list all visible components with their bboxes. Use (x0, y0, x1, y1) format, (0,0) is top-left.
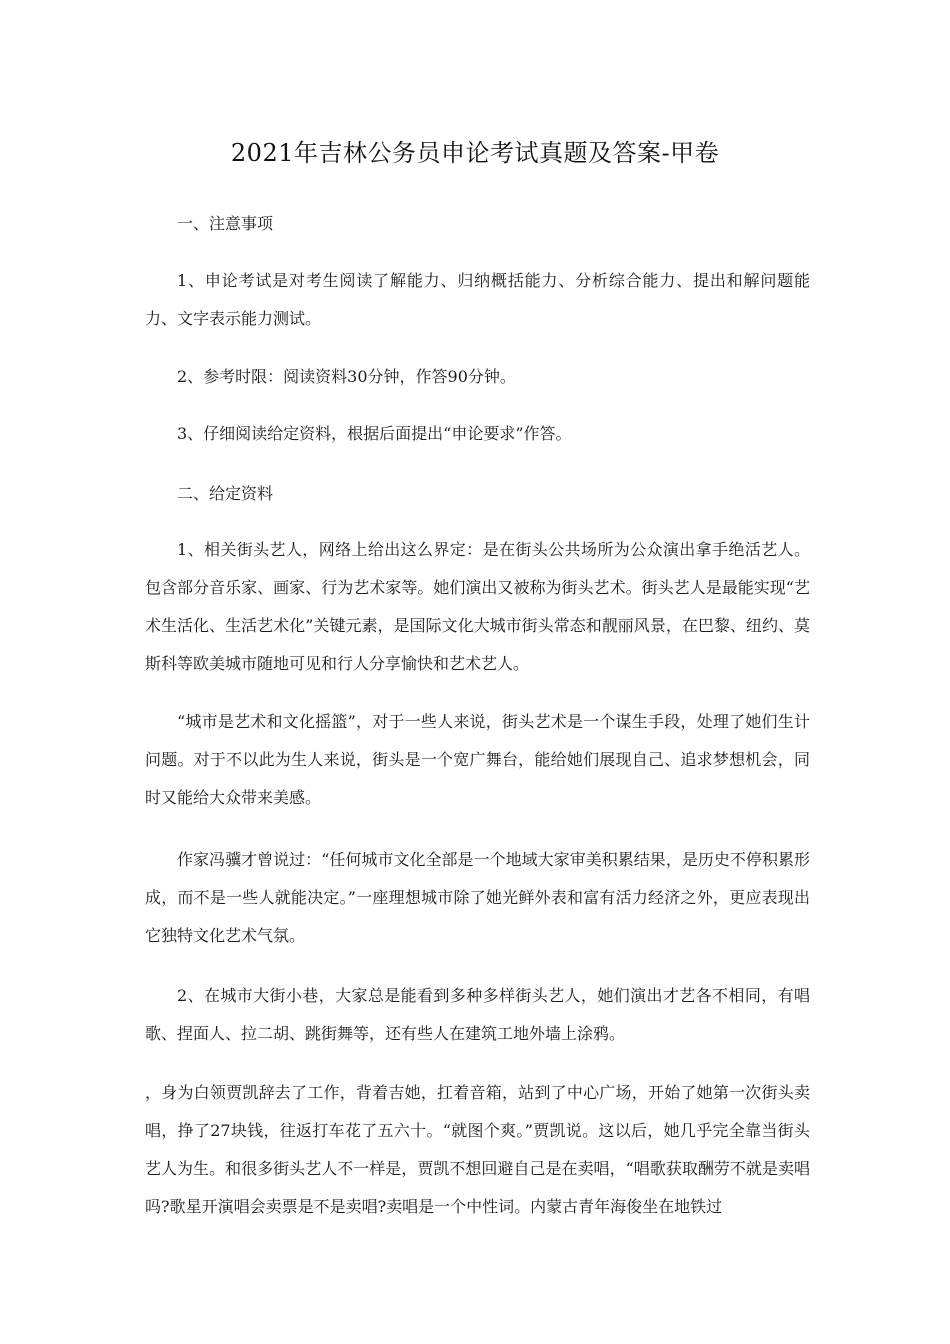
section-heading-notes: 一、注意事项 (177, 214, 274, 233)
material-paragraph-3: 作家冯骥才曾说过：“任何城市文化全部是一个地域大家审美积累结果，是历史不停积累形成，而不是一些人就能决定。”一座理想城市除了她光鲜外表和富有活力经济之外，更应表现出它独特文化艺术气氛。 (145, 850, 810, 945)
notes-item-1: 1、申论考试是对考生阅读了解能力、归纳概括能力、分析综合能力、提出和解问题能力、文字表示能力测试。 (145, 271, 810, 328)
document-title: 2021年吉林公务员申论考试真题及答案-甲卷 (230, 139, 720, 167)
notes-item-2: 2、参考时限：阅读资料30分钟，作答90分钟。 (177, 367, 516, 386)
material-paragraph-2: “城市是艺术和文化摇篮”，对于一些人来说，街头艺术是一个谋生手段，处理了她们生计问题。对于不以此为生人来说，街头是一个宽广舞台，能给她们展现自己、追求梦想机会，同时又能给大众带来美感。 (145, 712, 810, 807)
material-paragraph-5: ，身为白领贾凯辞去了工作，背着吉她，扛着音箱，站到了中心广场，开始了她第一次街头卖唱，挣了27块钱，往返打车花了五六十。“就图个爽。”贾凯说。这以后，她几乎完全靠当街头艺人为生。和很多街头艺人不一样是，贾凯不想回避自己是在卖唱，“唱歌获取酬劳不就是卖唱吗?歌星开演唱会卖票是不是卖唱?卖唱是一个中性词。内蒙古青年海俊坐在地铁过 (145, 1083, 810, 1216)
section-heading-materials: 二、给定资料 (177, 484, 274, 503)
material-paragraph-1: 1、相关街头艺人，网络上给出这么界定：是在街头公共场所为公众演出拿手绝活艺人。包含部分音乐家、画家、行为艺术家等。她们演出又被称为街头艺术。街头艺人是最能实现“艺术生活化、生活艺术化”关键元素，是国际文化大城市街头常态和靓丽风景，在巴黎、纽约、莫斯科等欧美城市随地可见和行人分享愉快和艺术艺人。 (145, 540, 810, 673)
notes-item-3: 3、仔细阅读给定资料，根据后面提出“申论要求”作答。 (177, 424, 572, 443)
material-paragraph-4: 2、在城市大街小巷，大家总是能看到多种多样街头艺人，她们演出才艺各不相同，有唱歌、捏面人、拉二胡、跳街舞等，还有些人在建筑工地外墙上涂鸦。 (145, 986, 810, 1043)
